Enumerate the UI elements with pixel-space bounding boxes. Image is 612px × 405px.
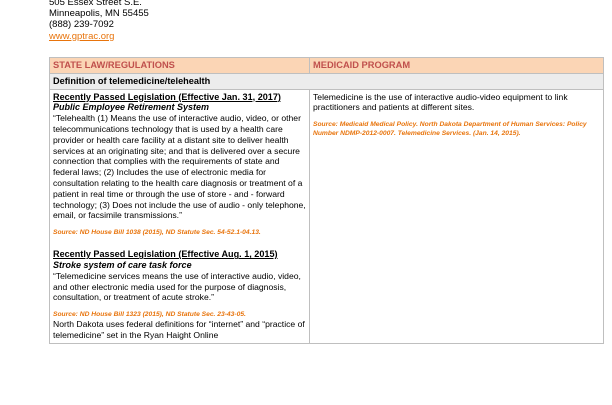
state-law-cell: [50, 89, 310, 343]
item1-subheading: Public Employee Retirement System: [53, 102, 210, 113]
address-phone: (888) 239-7092: [49, 19, 114, 31]
website-link[interactable]: www.gptrac.org: [49, 30, 115, 42]
section-title: Definition of telemedicine/telehealth: [50, 73, 604, 89]
item1-source: Source: ND House Bill 1038 (2015), ND Statute Sec. 54-52.1-04.13.: [53, 229, 261, 237]
address-street: 505 Essex Street S.E.: [49, 0, 142, 8]
item2-heading: Recently Passed Legislation (Effective Aug. 1, 2015): [53, 249, 278, 260]
col-header-medicaid: MEDICAID PROGRAM: [310, 58, 604, 74]
item2-source: Source: ND House Bill 1323 (2015), ND Statute Sec. 23-43-05.: [53, 311, 246, 319]
medicaid-source: Source: Medicaid Medical Policy. North Dakota Department of Human Services: Policy Number NDMP-2012-0007. Telemedicine Services. (Jan. 14, 2015).: [313, 121, 587, 138]
item2-subheading: Stroke system of care task force: [53, 259, 192, 270]
item2-text: “Telemedicine services means the use of interactive audio, video, and other electronic media used for the purpose of diagnosis, consultation, or treatment of acute stroke.”: [53, 270, 301, 303]
item1-text: “Telehealth (1) Means the use of interactive audio, video, or other telecommunications technology that is used by a health care provider or health care facility at a distant site to deliver health services at an originating site; and that is delivered over a secure connection that complies with the requirements of state and federal laws; (2) Includes the use of electronic media for consultation relating to the health care diagnosis or treatment of a patient in real time or through the use of store - and - forward technology; (3) Does not include the use of audio - only telephone, email, or facsimile transmissions.”: [53, 113, 306, 221]
table-row: [50, 89, 604, 343]
table-header-row: [50, 58, 604, 74]
col-header-state-law: STATE LAW/REGULATIONS: [50, 58, 310, 74]
medicaid-text: Telemedicine is the use of interactive audio-video equipment to link practitioners and patients at different sites.: [313, 91, 568, 113]
item2-text2: North Dakota uses federal definitions for “internet” and “practice of telemedicine” set in the Ryan Haight Online: [53, 319, 305, 340]
address-block: [49, 0, 149, 42]
medicaid-cell: [310, 89, 604, 343]
item1-heading: Recently Passed Legislation (Effective Jan. 31, 2017): [53, 91, 281, 102]
address-city: Minneapolis, MN 55455: [49, 8, 149, 20]
section-row: [50, 73, 604, 89]
law-table: [49, 57, 604, 344]
